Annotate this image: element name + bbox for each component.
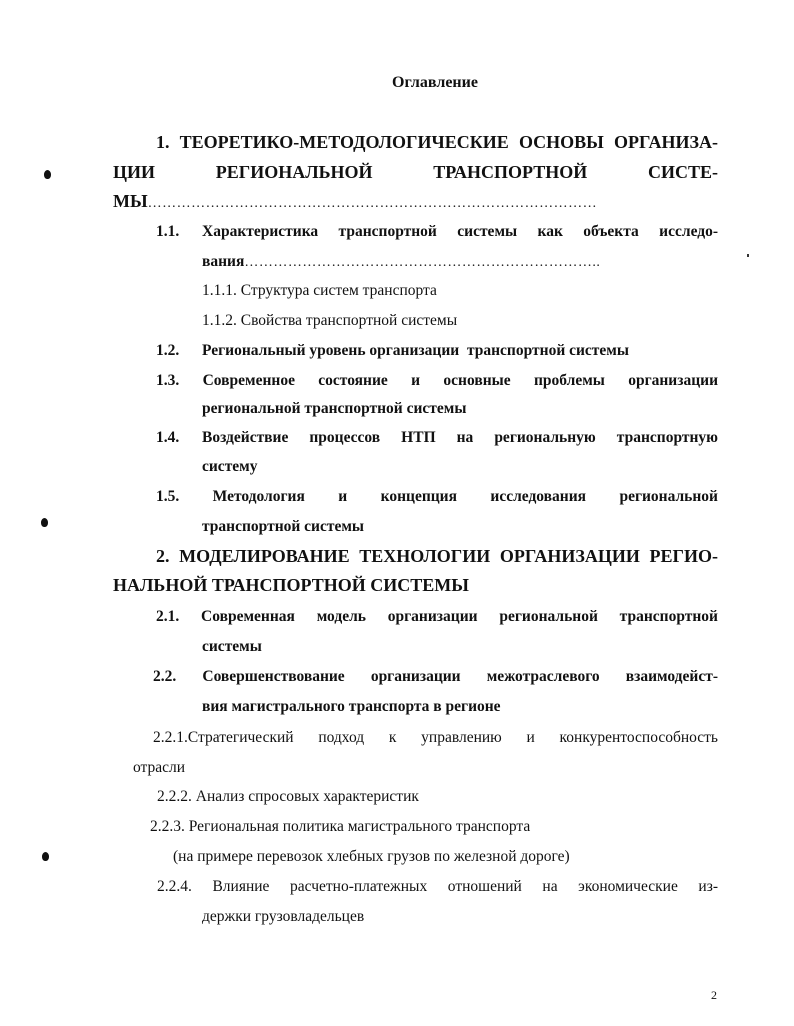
word: СИСТЕ- <box>647 162 718 182</box>
toc-leader-dots: ……………………………………………………………….. <box>244 255 601 270</box>
punch-mark-middle <box>41 518 48 527</box>
toc-section-1-line3 <box>113 191 678 212</box>
toc-item-1-3-line1: 1.3. Современное состояние и основные проблемы организации <box>156 372 718 389</box>
toc-item-2-2-3-line2: (на примере перевозок хлебных грузов по железной дороге) <box>173 848 570 865</box>
toc-item-1-1-line2 <box>202 253 687 271</box>
toc-item-2-1-line1: 2.1. Современная модель организации региональной транспортной <box>156 608 718 625</box>
word: ТРАНСПОРТНОЙ <box>433 162 588 182</box>
toc-item-1-4-line2: систему <box>202 458 258 475</box>
toc-item-2-2-1-line2: отрасли <box>133 759 186 776</box>
toc-section-1-line1: 1. ТЕОРЕТИКО-МЕТОДОЛОГИЧЕСКИЕ ОСНОВЫ ОРГАНИЗА- <box>156 132 718 152</box>
word: ЦИИ <box>113 162 156 182</box>
toc-item-1-1-number: 1.1. <box>156 223 180 240</box>
toc-item-1-2-number: 1.2. <box>156 342 180 359</box>
toc-item-1-3-line2: региональной транспортной системы <box>202 400 467 417</box>
toc-item-1-1-line1: Характеристика транспортной системы как объекта исследо- <box>202 223 718 240</box>
toc-leader-dots: ………………………………………………………………………………… <box>147 196 598 211</box>
toc-item-2-2-2: 2.2.2. Анализ спросовых характеристик <box>157 788 419 805</box>
punch-mark-bottom <box>42 852 49 861</box>
toc-item-1-2-text: Региональный уровень организации транспортной системы <box>202 342 629 359</box>
toc-item-2-2-line2: вия магистрального транспорта в регионе <box>202 698 501 715</box>
toc-item-1-5-line2: транспортной системы <box>202 518 365 535</box>
punch-mark-top <box>44 170 51 179</box>
toc-section-2-line2: НАЛЬНОЙ ТРАНСПОРТНОЙ СИСТЕМЫ <box>113 575 469 595</box>
toc-item-1-1-1: 1.1.1. Структура систем транспорта <box>202 282 437 299</box>
word: РЕГИОНАЛЬНОЙ <box>215 162 373 182</box>
page-number: 2 <box>711 988 717 1002</box>
toc-item-1-4-line1: Воздействие процессов НТП на региональную транспортную <box>202 429 718 446</box>
toc-item-2-1-line2: системы <box>202 638 262 655</box>
toc-item-2-2-4-line2: держки грузовладельцев <box>202 908 365 925</box>
toc-item-2-2-1-line1: 2.2.1.Стратегический подход к управлению и конкурентоспособность <box>153 729 718 746</box>
toc-item-1-5-line1: 1.5. Методология и концепция исследования региональной <box>156 488 718 505</box>
toc-item-1-1-2: 1.1.2. Свойства транспортной системы <box>202 312 458 329</box>
toc-item-2-2-3-line1: 2.2.3. Региональная политика магистрального транспорта <box>150 818 531 835</box>
toc-item-1-1-tail: вания <box>202 253 245 270</box>
speck-mark <box>747 254 749 257</box>
toc-item-2-2-line1: 2.2. Совершенствование организации межотраслевого взаимодейст- <box>153 668 718 685</box>
toc-item-2-2-4-line1: 2.2.4. Влияние расчетно-платежных отношений на экономические из- <box>157 878 718 895</box>
page-title: Оглавление <box>392 74 478 91</box>
toc-section-1-tail: МЫ <box>113 191 148 211</box>
toc-item-1-4-number: 1.4. <box>156 429 180 446</box>
toc-section-1-line2 <box>113 162 718 183</box>
toc-section-2-line1: 2. МОДЕЛИРОВАНИЕ ТЕХНОЛОГИИ ОРГАНИЗАЦИИ РЕГИО- <box>156 546 718 566</box>
